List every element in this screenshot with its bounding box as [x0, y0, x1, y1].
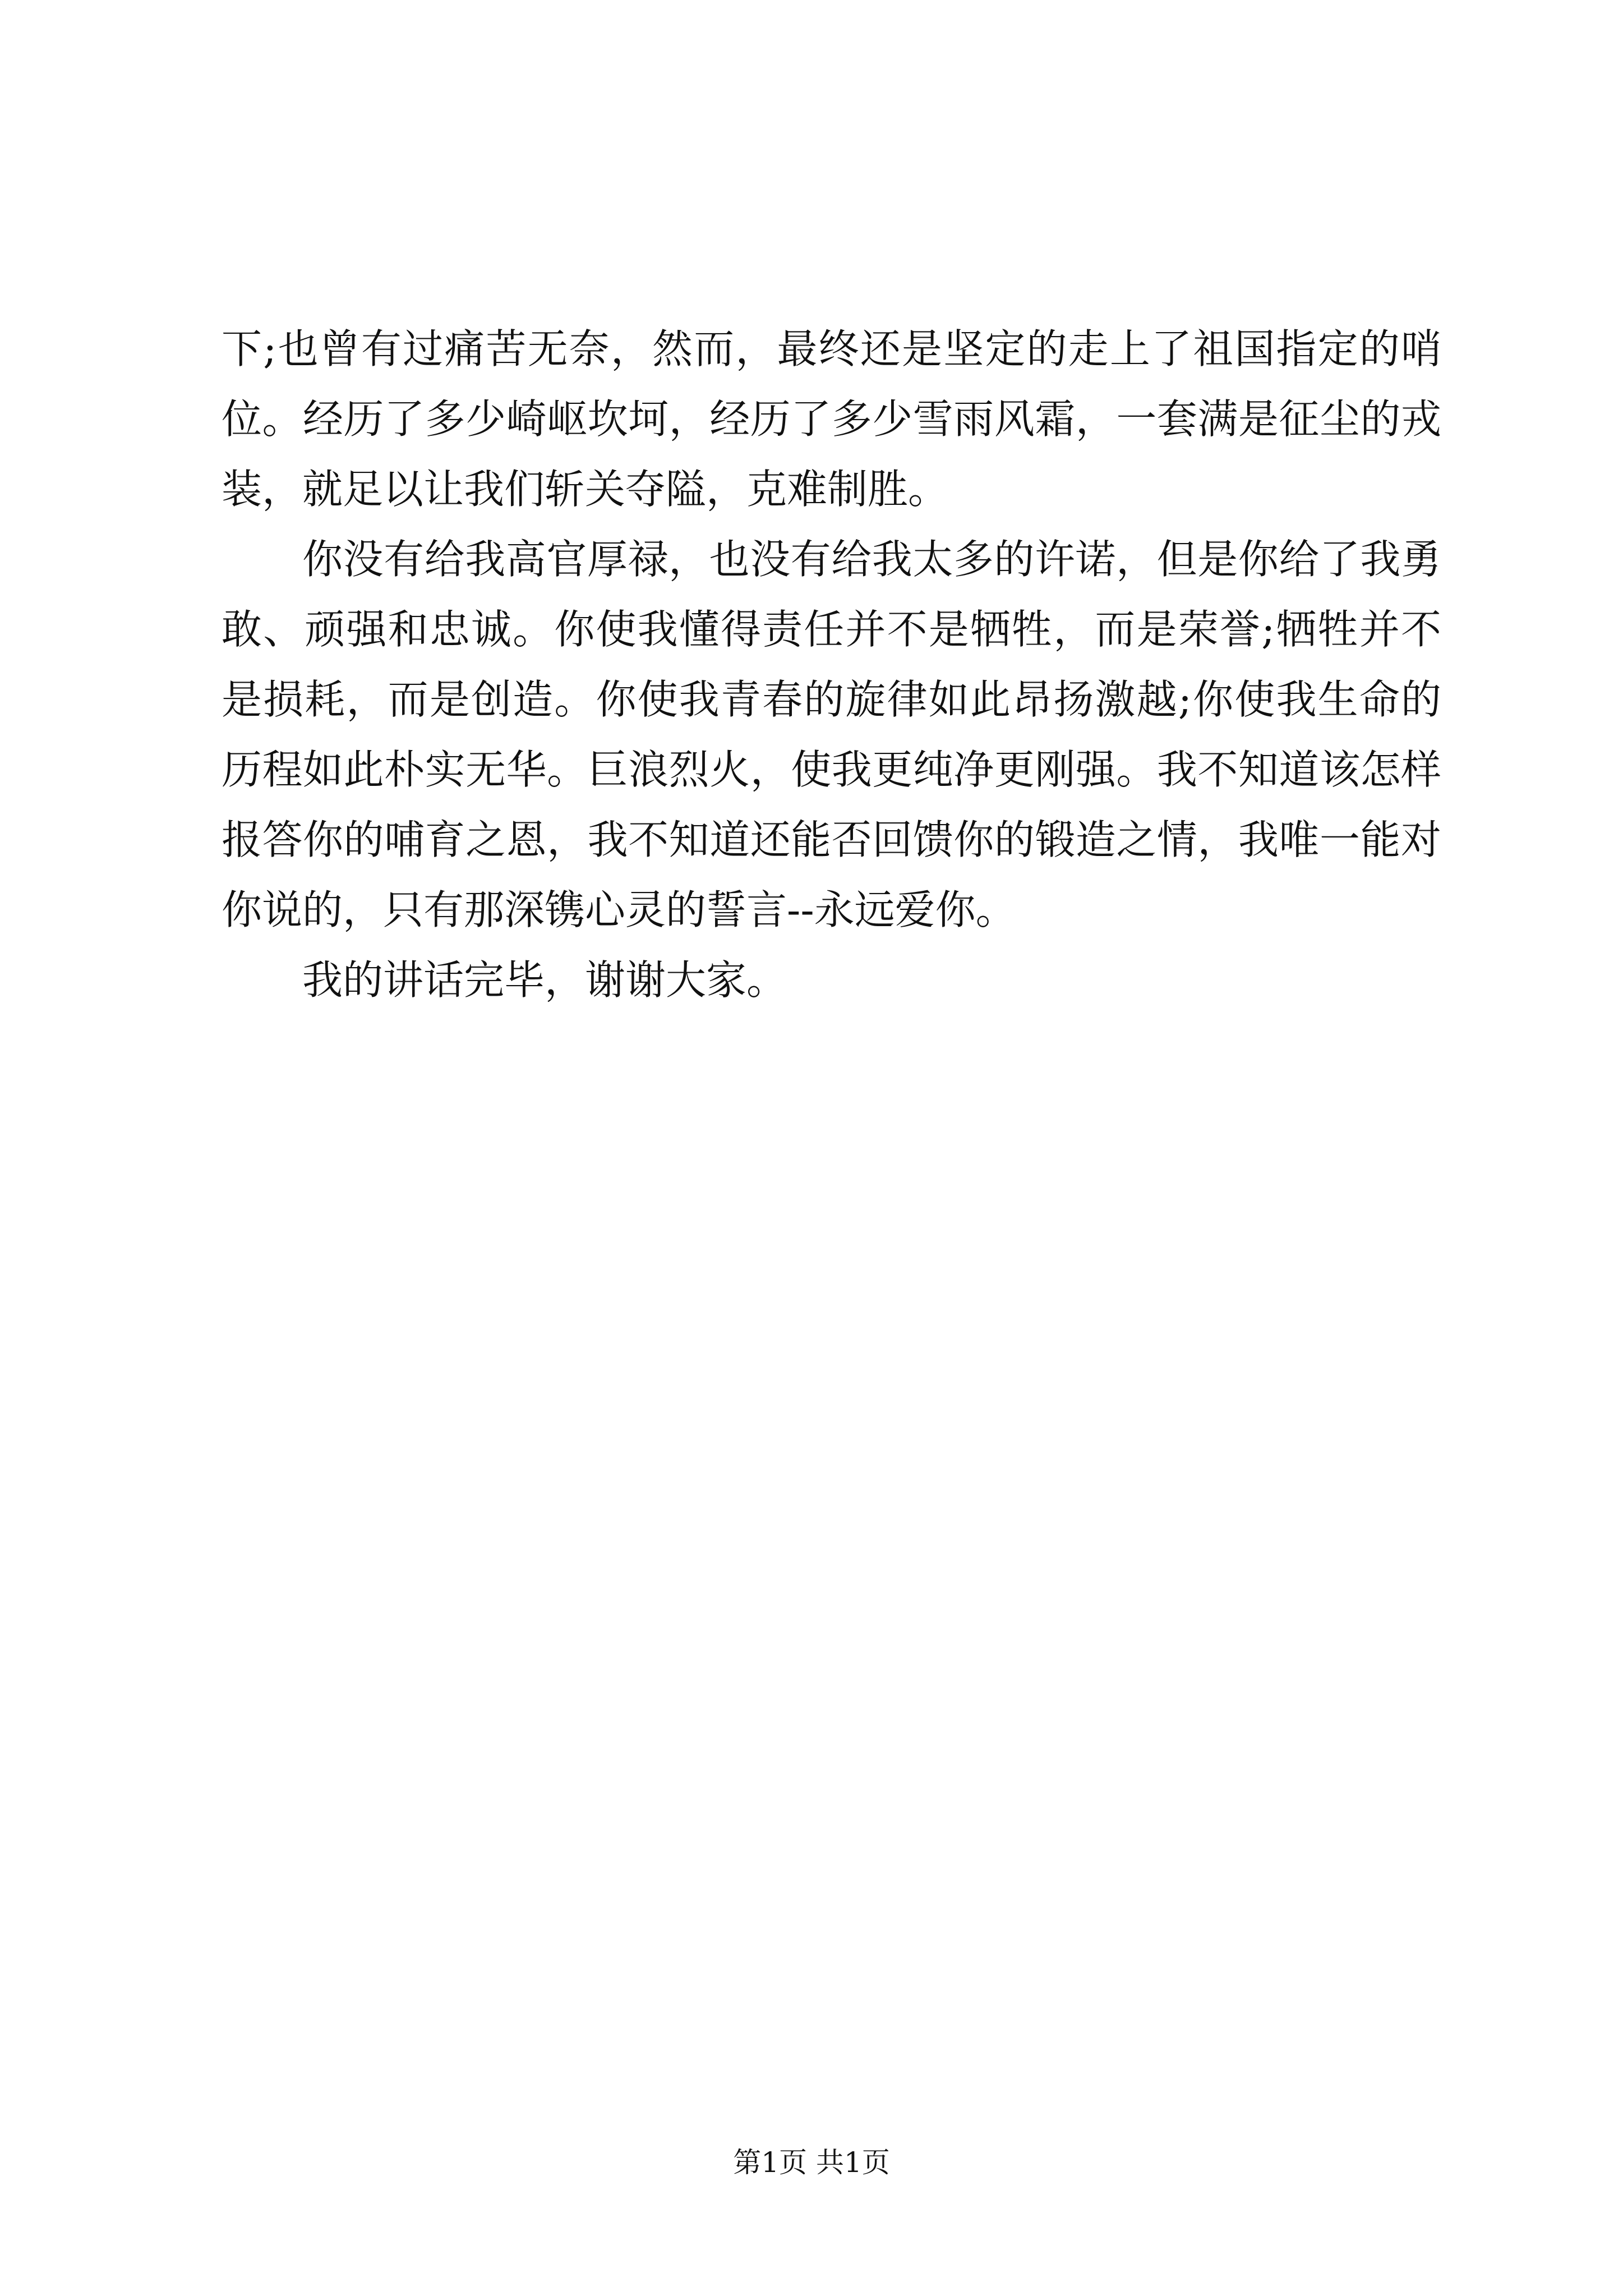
paragraph-main: 你没有给我高官厚禄，也没有给我太多的许诺，但是你给了我勇敢、顽强和忠诚。你使我懂得责任并不是牺牲，而是荣誉;牺牲并不是损耗，而是创造。你使我青春的旋律如此昂扬激越;你使我生命的历程如此朴实无华。巨浪烈火，使我更纯净更刚强。我不知道该怎样报答你的哺育之恩，我不知道还能否回馈你的锻造之情，我唯一能对你说的，只有那深镌心灵的誓言--永远爱你。 [222, 536, 1441, 933]
paragraph-continuation: 下;也曾有过痛苦无奈，然而，最终还是坚定的走上了祖国指定的哨位。经历了多少崎岖坎坷，经历了多少雪雨风霜，一套满是征尘的戎装，就足以让我们斩关夺隘，克难制胜。 [222, 325, 1441, 513]
page-footer: 第1页 共1页 [733, 2146, 890, 2179]
document-body [222, 314, 1441, 1015]
paragraph-closing: 我的讲话完毕，谢谢大家。 [302, 956, 787, 1004]
